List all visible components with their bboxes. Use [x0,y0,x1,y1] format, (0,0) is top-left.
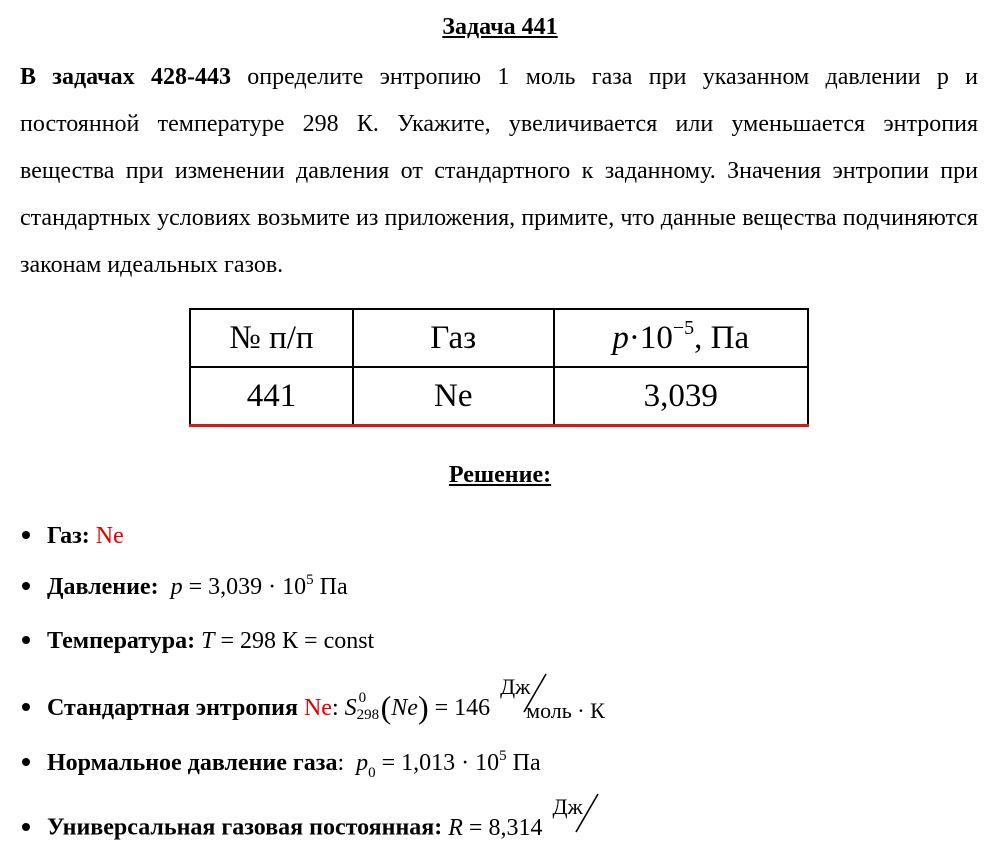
entropy-unit-den: моль · К [526,698,605,724]
normal-pressure-formula [356,748,541,781]
list-item-temperature [22,628,982,655]
header-pressure-exp: −5 [672,316,695,339]
bullet-icon [22,582,30,590]
list-item-gas [22,523,982,550]
normal-pressure-sub: 0 [368,765,376,781]
bullet-icon [22,758,30,766]
header-pressure [554,309,808,367]
problem-statement [20,54,978,289]
header-gas: Газ [353,309,554,367]
normal-pressure-label: Нормальное давление газа [47,750,338,776]
bullet-icon [22,636,30,644]
gas-value: Ne [95,523,124,549]
fraction-slash-icon [572,792,602,838]
problem-text: определите энтропию 1 моль газа при указанном давлении p и постоянной температуре 298 К. Укажите, увеличивается или уменьшается энтропия вещества при изменении давления от стандартного к заданному. Значения энтропии при стандартных условиях возьмите из приложения, примите, что данные вещества подчиняются законам идеальных газов. [20,64,979,278]
solution-title: Решение: [448,462,552,488]
gas-constant-label: Универсальная газовая постоянная: [47,814,443,841]
gas-constant-unit-num: Дж [552,794,583,819]
cell-gas: Ne [353,367,554,426]
bullet-icon [22,823,30,831]
entropy-indices [356,690,380,724]
normal-pressure-exp: 5 [499,748,507,764]
list-item-pressure [22,574,982,601]
cell-pressure: 3,039 [554,367,808,426]
normal-pressure-var: p [356,750,369,776]
gas-constant-unit [548,794,608,844]
bullet-icon [22,703,30,711]
list-item-normal-pressure [22,748,982,781]
pressure-var: p [170,574,183,600]
normal-pressure-colon: : [337,750,345,776]
entropy-colon: : [331,695,339,721]
header-number: № п/п [190,309,353,367]
entropy-unit [496,674,661,724]
close-paren: ) [417,689,429,725]
entropy-sym: S [344,695,357,721]
problem-range: В задачах 428-443 [20,64,231,90]
entropy-eq: = 146 [428,695,491,721]
list-item-gas-constant [22,794,982,844]
header-pressure-unit: , Па [694,319,750,356]
entropy-gas: Ne [303,695,332,721]
table-row [190,367,808,426]
pressure-formula [171,574,348,600]
gas-constant-formula [448,794,608,841]
problem-title: Задача 441 [442,14,558,40]
bullet-icon [22,531,30,539]
gas-label: Газ: [47,523,96,549]
table-header-row [190,309,808,367]
normal-pressure-unit: Па [506,750,541,776]
pressure-unit: Па [313,574,348,600]
header-pressure-mid: ·10 [628,319,673,356]
temperature-value: = 298 К = const [214,628,375,654]
temperature-label: Температура: [47,628,196,654]
temperature-var: T [201,628,215,654]
entropy-label: Стандартная энтропия [47,695,304,721]
entropy-formula [344,674,662,725]
pressure-eq: = 3,039 · 10 [182,574,307,600]
gas-constant-var: R [448,814,463,841]
entropy-sub: 298 [356,707,380,724]
entropy-unit-num: Дж [500,674,531,700]
pressure-label: Давление: [47,574,159,600]
data-table [189,308,809,427]
list-item-entropy [22,674,982,725]
header-pressure-var: p [612,319,629,356]
cell-number: 441 [190,367,353,426]
pressure-exp: 5 [306,572,314,588]
open-paren: ( [380,689,392,725]
entropy-arg: Ne [391,695,418,721]
entropy-sup: 0 [358,690,367,707]
normal-pressure-eq: = 1,013 · 10 [375,750,500,776]
gas-constant-eq: = 8,314 [462,814,543,841]
